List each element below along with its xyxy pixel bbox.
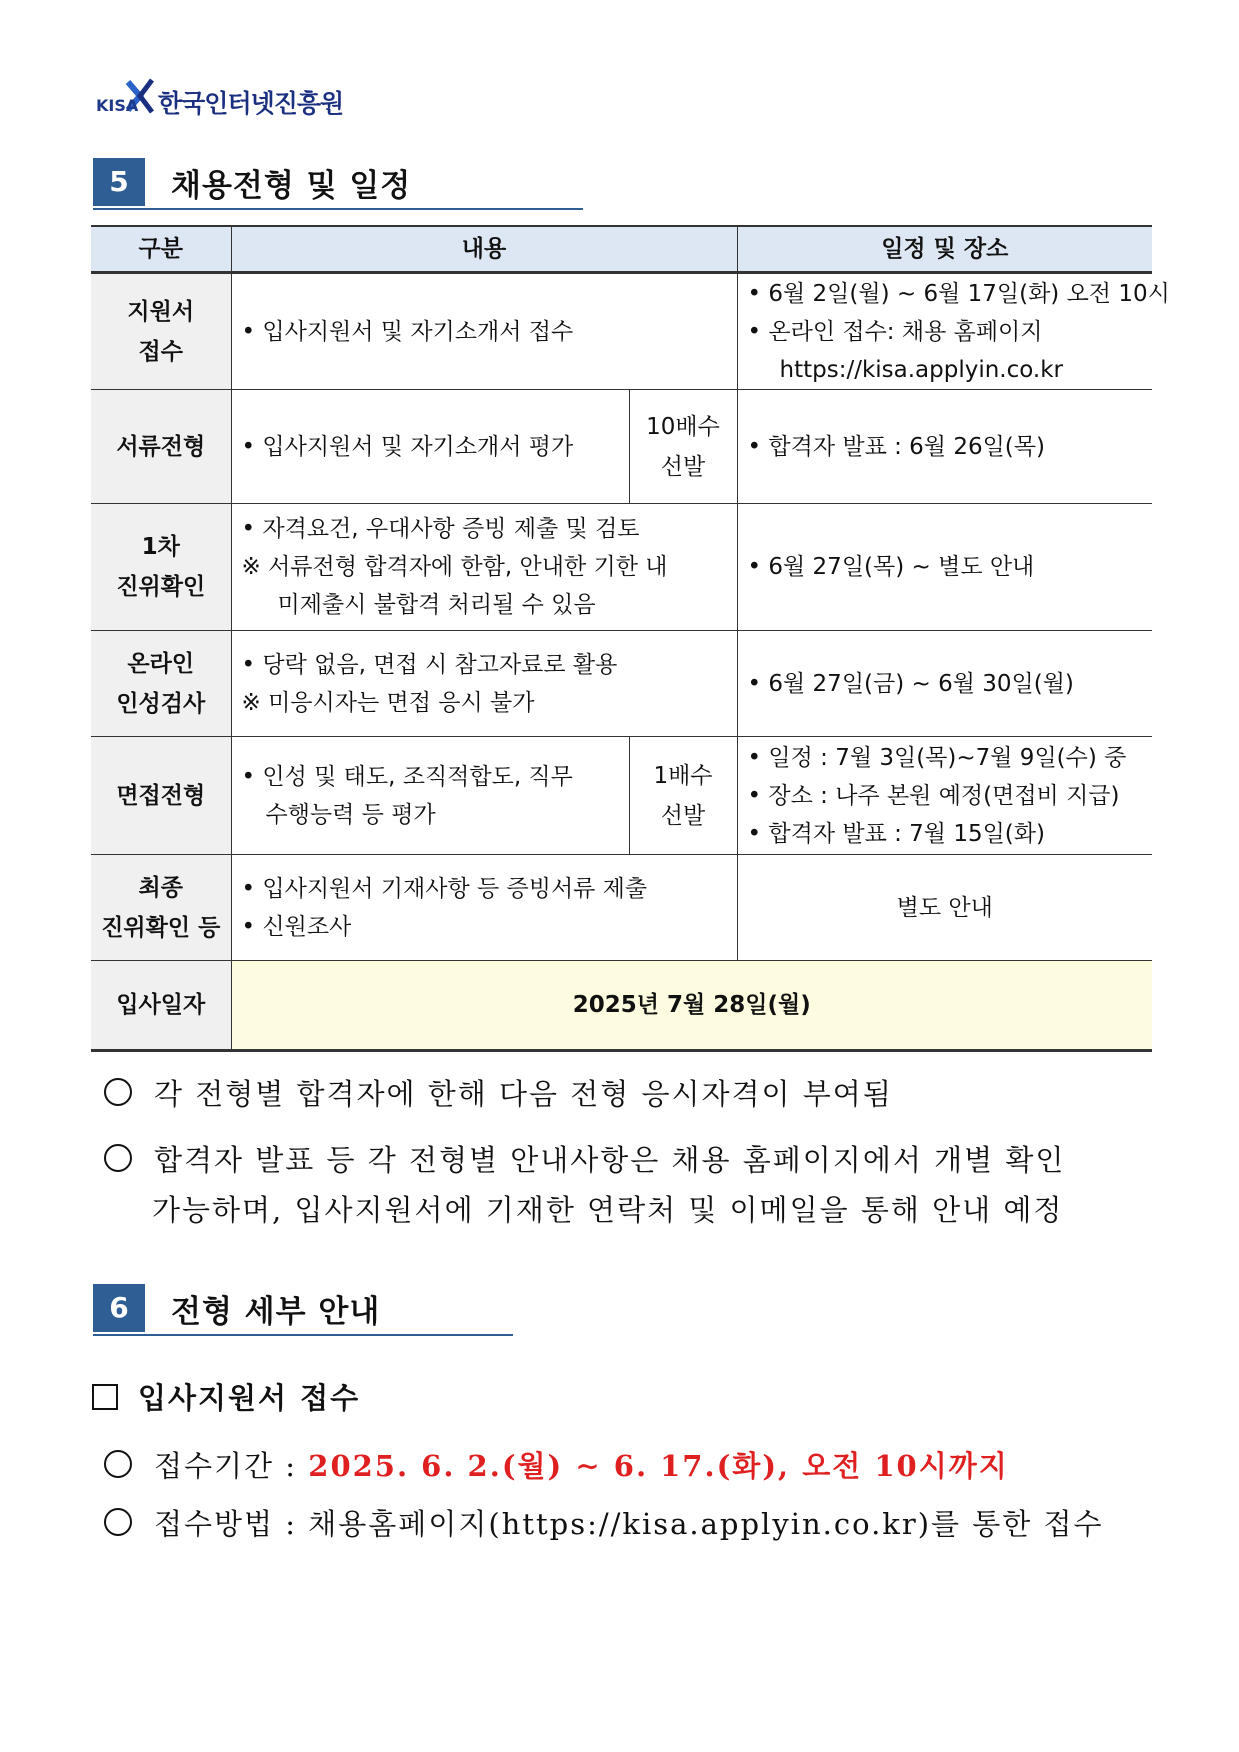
selection-line: 1배수 bbox=[653, 762, 713, 789]
kisa-logo bbox=[96, 76, 356, 116]
selection-line: 선발 bbox=[660, 802, 706, 829]
category-line: 진위확인 등 bbox=[101, 914, 221, 941]
category-line: 진위확인 bbox=[116, 574, 206, 600]
circle-bullet-icon bbox=[104, 1508, 132, 1536]
row-content bbox=[231, 504, 737, 631]
category-line: 인성검사 bbox=[116, 690, 206, 717]
table-row bbox=[91, 390, 1152, 504]
note-text: 각 전형별 합격자에 한해 다음 전형 응시자격이 부여됨 bbox=[154, 1077, 893, 1111]
content-item: • 신원조사 bbox=[242, 908, 727, 946]
content-item: • 인성 및 태도, 조직적합도, 직무 bbox=[242, 758, 619, 796]
header-category: 구분 bbox=[91, 226, 231, 273]
row-schedule bbox=[737, 390, 1152, 504]
method-value: 채용홈페이지(https://kisa.applyin.co.kr)를 통한 접수 bbox=[308, 1507, 1104, 1541]
schedule-link[interactable]: https://kisa.applyin.co.kr bbox=[779, 356, 1064, 383]
header-schedule: 일정 및 장소 bbox=[737, 226, 1152, 273]
table-row bbox=[91, 737, 1152, 855]
logo-org-name: 한국인터넷진흥원 bbox=[158, 89, 344, 118]
logo-kisa-text: KISA bbox=[96, 96, 139, 115]
content-note: ※ 서류전형 합격자에 한함, 안내한 기한 내 bbox=[241, 554, 668, 580]
method-label: 접수방법 : bbox=[154, 1507, 298, 1541]
content-item: • 입사지원서 및 자기소개서 접수 bbox=[242, 313, 727, 351]
note-text: 가능하며, 입사지원서에 기재한 연락처 및 이메일을 통해 안내 예정 bbox=[152, 1193, 1064, 1227]
row-category bbox=[91, 631, 231, 737]
schedule-item: • 6월 27일(금) ~ 6월 30일(월) bbox=[748, 665, 1143, 703]
row-category bbox=[91, 855, 231, 961]
schedule-item: • 장소 : 나주 본원 예정(면접비 지급) bbox=[748, 777, 1143, 815]
table-row bbox=[91, 504, 1152, 631]
content-item: • 입사지원서 기재사항 등 증빙서류 제출 bbox=[242, 870, 727, 908]
section-5-header bbox=[93, 158, 583, 206]
row-category: 입사일자 bbox=[91, 961, 231, 1051]
section-title: 채용전형 및 일정 bbox=[171, 168, 412, 204]
circle-bullet-icon bbox=[104, 1078, 132, 1106]
content-item: • 자격요건, 우대사항 증빙 제출 및 검토 bbox=[242, 510, 727, 548]
row-selection bbox=[629, 737, 737, 855]
schedule-item: • 온라인 접수: 채용 홈페이지 bbox=[748, 313, 1143, 351]
selection-line: 10배수 bbox=[646, 413, 720, 440]
selection-line: 선발 bbox=[660, 453, 706, 480]
table-header-row bbox=[91, 226, 1152, 273]
row-category: 서류전형 bbox=[91, 390, 231, 504]
start-date-value: 2025년 7월 28일(월) bbox=[231, 961, 1152, 1051]
row-content bbox=[231, 273, 737, 390]
application-method bbox=[104, 1502, 1104, 1543]
category-line: 온라인 bbox=[127, 650, 195, 677]
note-item-cont bbox=[152, 1188, 1063, 1229]
row-schedule bbox=[737, 631, 1152, 737]
schedule-item: • 일정 : 7월 3일(목)~7월 9일(수) 중 bbox=[748, 739, 1143, 777]
table-row bbox=[91, 855, 1152, 961]
table-row bbox=[91, 631, 1152, 737]
section-title: 전형 세부 안내 bbox=[171, 1294, 381, 1330]
category-line: 최종 bbox=[138, 874, 183, 901]
schedule-item: • 합격자 발표 : 6월 26일(목) bbox=[748, 428, 1143, 466]
row-schedule bbox=[737, 737, 1152, 855]
schedule-table bbox=[91, 225, 1170, 1052]
content-note: ※ 미응시자는 면접 응시 불가 bbox=[241, 689, 535, 716]
section-number: 6 bbox=[93, 1284, 145, 1332]
note-item bbox=[104, 1138, 1065, 1179]
row-category bbox=[91, 504, 231, 631]
row-content bbox=[231, 390, 629, 504]
circle-bullet-icon bbox=[104, 1450, 132, 1478]
content-note: 미제출시 불합격 처리될 수 있음 bbox=[277, 592, 596, 618]
section-underline bbox=[93, 208, 583, 210]
category-line: 1차 bbox=[141, 534, 180, 560]
row-content bbox=[231, 737, 629, 855]
row-schedule bbox=[737, 273, 1170, 390]
row-schedule bbox=[737, 504, 1152, 631]
table-row bbox=[91, 273, 1152, 390]
subsection-heading bbox=[92, 1376, 360, 1417]
row-content bbox=[231, 631, 737, 737]
application-period bbox=[104, 1444, 1009, 1485]
subsection-title: 입사지원서 접수 bbox=[138, 1381, 361, 1415]
section-underline bbox=[93, 1334, 513, 1336]
circle-bullet-icon bbox=[104, 1144, 132, 1172]
content-item: • 입사지원서 및 자기소개서 평가 bbox=[242, 428, 619, 466]
square-bullet-icon bbox=[92, 1384, 118, 1410]
section-number: 5 bbox=[93, 158, 145, 206]
schedule-item: • 6월 2일(월) ~ 6월 17일(화) 오전 10시 bbox=[748, 275, 1143, 313]
row-schedule: 별도 안내 bbox=[737, 855, 1152, 961]
category-line: 지원서 bbox=[127, 298, 195, 325]
content-item-cont: 수행능력 등 평가 bbox=[265, 801, 436, 828]
content-item: • 당락 없음, 면접 시 참고자료로 활용 bbox=[242, 646, 727, 684]
period-value: 2025. 6. 2.(월) ∼ 6. 17.(화), 오전 10시까지 bbox=[308, 1449, 1009, 1483]
table-row bbox=[91, 961, 1152, 1051]
section-6-header bbox=[93, 1284, 513, 1332]
schedule-item: • 6월 27일(목) ~ 별도 안내 bbox=[748, 548, 1143, 586]
note-item bbox=[104, 1072, 893, 1113]
row-category: 면접전형 bbox=[91, 737, 231, 855]
category-line: 접수 bbox=[138, 338, 183, 365]
note-text: 합격자 발표 등 각 전형별 안내사항은 채용 홈페이지에서 개별 확인 bbox=[154, 1143, 1066, 1177]
row-content bbox=[231, 855, 737, 961]
row-selection bbox=[629, 390, 737, 504]
row-category bbox=[91, 273, 231, 390]
period-label: 접수기간 : bbox=[154, 1449, 298, 1483]
header-content: 내용 bbox=[231, 226, 737, 273]
schedule-item: • 합격자 발표 : 7월 15일(화) bbox=[748, 815, 1143, 853]
